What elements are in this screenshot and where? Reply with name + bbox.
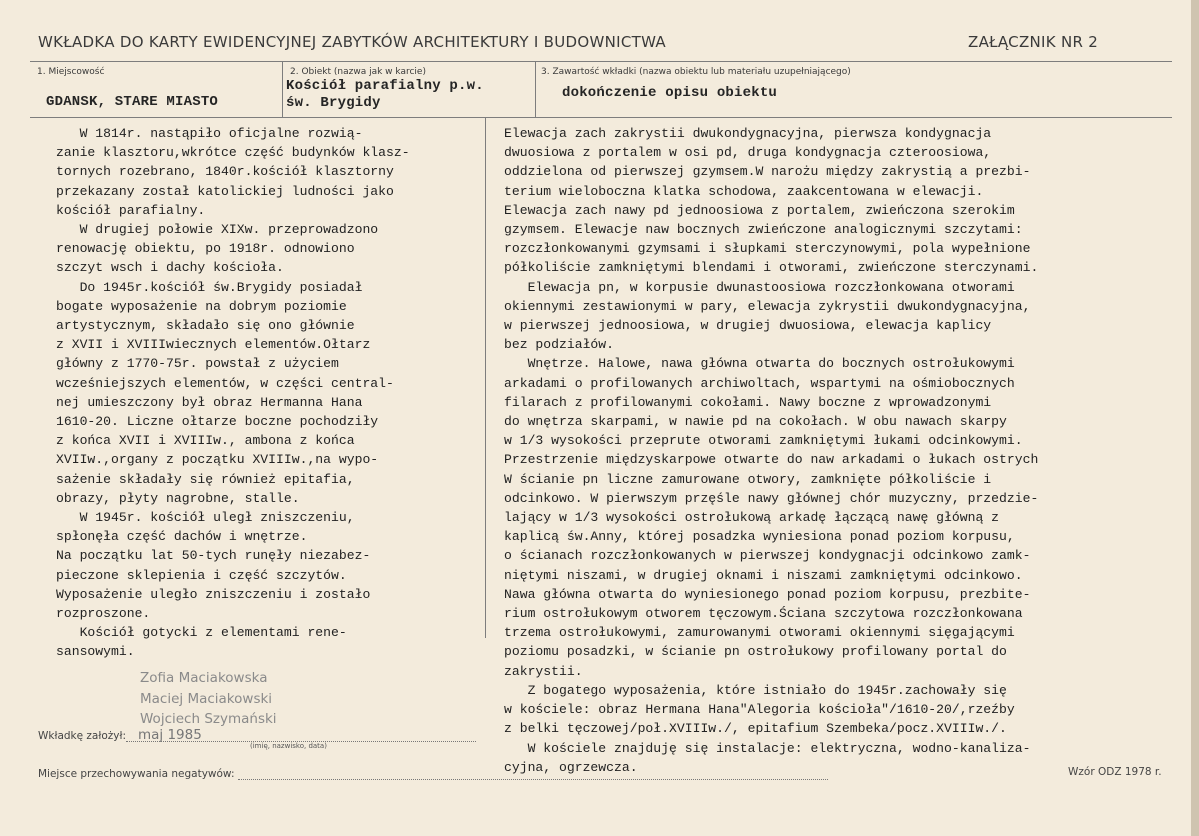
negatives-location-line — [238, 779, 828, 780]
authors-stamp: Zofia Maciakowska Maciej Maciakowski Wojciech Szymański — [140, 670, 277, 727]
column-divider — [485, 118, 486, 638]
content-label: 3. Zawartość wkładki (nazwa obiektu lub materiału uzupełniającego) — [541, 67, 851, 77]
content-value: dokończenie opisu obiektu — [562, 85, 778, 101]
place-label: 1. Miejscowość — [37, 67, 105, 77]
left-column-text: W 1814r. nastąpiło oficjalne rozwią- zanie klasztoru,wkrótce część budynków klasz- tornych rozebrano, 1840r.kościół klasztorny przekazany został katolickiej ludności jako kościół parafialny. W drugiej połowie XIXw. przeprowadzono renowację obiektu, po 1918r. odnowiono szczyt wsch i dachy kościoła. Do 1945r.kościół św.Brygidy posiadał bogate wyposażenie na dobrym poziomie artystycznym, składało się ono głównie z XVII i XVIIIwiecznych elementów.Ołtarz główny z 1770-75r. powstał z użyciem wcześniejszych elementów, w części central- nej umieszczony był obraz Hermanna Hana 1610-20. Liczne ołtarze boczne pochodziły z końca XVII i XVIIIw., ambona z końca XVIIw.,organy z początku XVIIIw.,na wypo- sażenie składały się również epitafia, obrazy, płyty nagrobne, stalle. W 1945r. kościół uległ zniszczeniu, spłonęła część dachów i wnętrze. Na początku lat 50-tych runęły niezabez- pieczone sklepienia i część szczytów. Wyposażenie uległo zniszczeniu i zostało rozproszone. Kościół gotycki z elementami rene- sansowymi. — [56, 126, 410, 660]
header-bottom-rule — [30, 117, 1172, 118]
document-title: WKŁADKA DO KARTY EWIDENCYJNEJ ZABYTKÓW ARCHITEKTURY I BUDOWNICTWA — [38, 33, 666, 51]
object-value-line-1: Kościół parafialny p.w. — [286, 78, 484, 94]
name-date-note: (imię, nazwisko, data) — [250, 742, 327, 750]
prepared-date: maj 1985 — [138, 727, 202, 743]
form-reference: Wzór ODZ 1978 r. — [1068, 766, 1162, 778]
negatives-location-label: Miejsce przechowywania negatywów: — [38, 768, 235, 780]
place-value: GDANSK, STARE MIASTO — [46, 94, 219, 110]
right-column-text: Elewacja zach zakrystii dwukondygnacyjna, pierwsza kondygnacja dwuosiowa z portalem w osi pd, druga kondygnacja czteroosiowa, oddzielona od pierwszej gzymsem.W narożu między zakrystią a prezbi- terium wieloboczna klatka schodowa, zaakcentowana w elewacji. Elewacja zach nawy pd jednoosiowa z portalem, zwieńczona szerokim gzymsem. Elewacje naw bocznych zwieńczone analogicznymi szczytami: rozczłonkowanymi gzymsami i słupkami sterczynowymi, pola wypełnione półkoliście zamkniętymi blendami i otworami, zwieńczone sterczynami. Elewacja pn, w korpusie dwunastoosiowa rozczłonkowana otworami okiennymi zestawionymi w pary, elewacja zykrystii dwukondygnacyjna, w pierwszej jednoosiowa, w drugiej dwuosiowa, elewacja kaplicy bez podziałów. Wnętrze. Halowe, nawa główna otwarta do bocznych ostrołukowymi arkadami o profilowanych archiwoltach, wspartymi na ośmiobocznych filarach z profilowanymi cokołami. Nawy boczne z wprowadzonymi do wnętrza skarpami, w nawie pd na cokołach. W obu nawach skarpy w 1/3 wysokości przeprute otworami zamkniętymi łukami odcinkowymi. Przestrzenie międzyskarpowe otwarte do naw arkadami o łukach ostrych W ścianie pn liczne zamurowane otwory, zamknięte półkoliście i odcinkowo. W pierwszym przęśle nawy głównej chór muzyczny, przedzie- lający w 1/3 wysokości ostrołukową arkadę łączącą nawę główną z kaplicą św.Anny, której posadzka wyniesiona ponad poziom korpusu, o ścianach rozczłonkowanych w pierwszej kondygnacji odcinkowo zamk- niętymi niszami, w drugiej oknami i niszami zamkniętymi odcinkowo. Nawa główna otwarta do wyniesionego ponad poziom korpusu, prezbite- rium ostrołukowym otworem tęczowym.Ściana szczytowa rozczłonkowana trzema ostrołukowymi, zamurowanymi otworami okiennymi sięgającymi poziomu posadzki, w ścianie pn ostrołukowy profilowany portal do zakrystii. Z bogatego wyposażenia, które istniało do 1945r.zachowały się w kościele: obraz Hermana Hana"Alegoria kościoła"/1610-20/,rzeźby z belki tęczowej/poł.XVIIIw./, epitafium Szembeka/pocz.XVIIIw./. W kościele znajduję się instalacje: elektryczna, wodno-kanaliza- cyjna, ogrzewcza. — [504, 126, 1039, 775]
header-divider-1 — [282, 61, 283, 118]
annex-number: ZAŁĄCZNIK NR 2 — [968, 33, 1099, 51]
object-value-line-2: św. Brygidy — [286, 95, 381, 111]
object-label: 2. Obiekt (nazwa jak w karcie) — [290, 67, 426, 77]
header-divider-2 — [535, 61, 536, 118]
prepared-by-label: Wkładkę założył: — [38, 730, 127, 742]
header-top-rule — [30, 61, 1172, 62]
